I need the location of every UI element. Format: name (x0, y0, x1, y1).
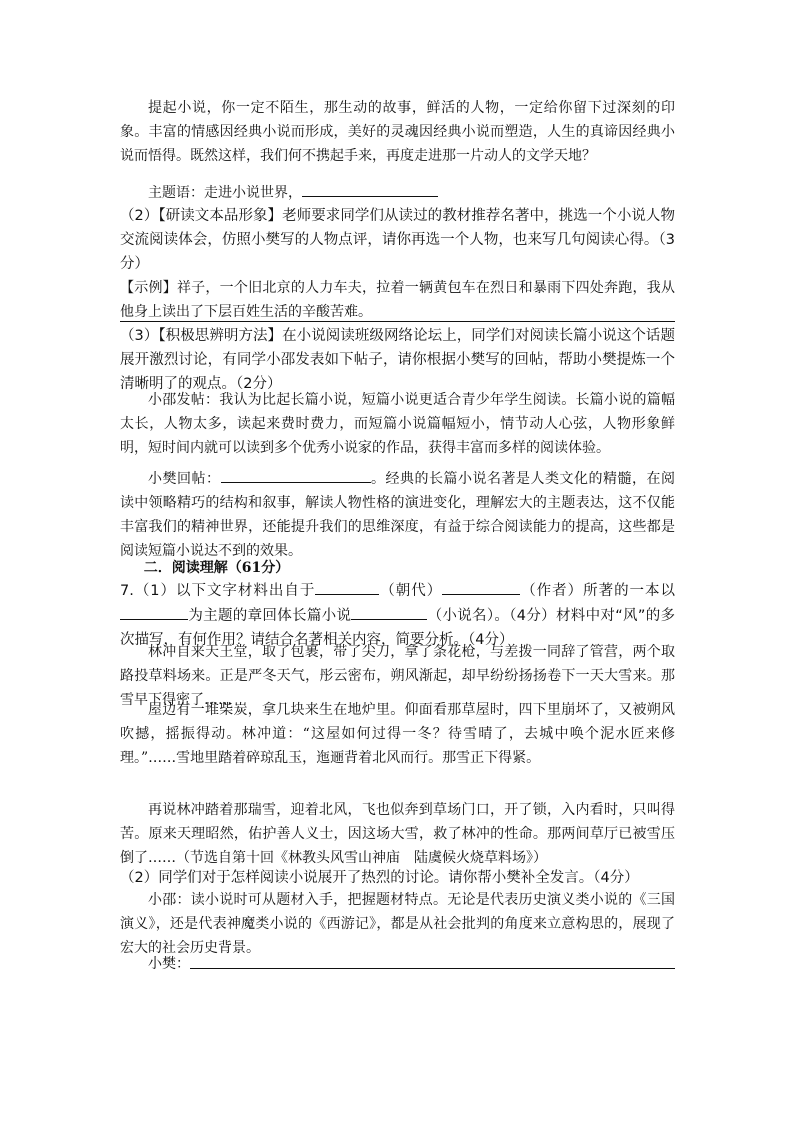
q7-text-a: 7.（1）以下文字材料出自于 (120, 583, 316, 599)
theme-blank[interactable] (120, 603, 188, 620)
xiaofan-reply (120, 466, 675, 563)
xiaofan-speech-line (120, 952, 675, 976)
question-7-2-prompt: （2）同学们对于怎样阅读小说展开了热烈的讨论。请你帮小樊补全发言。（4分） (120, 870, 639, 886)
question-2-example: 【示例】祥子，一个旧北京的人力车夫，拉着一辆黄包车在烈日和暴雨下四处奔跑，我从他身上读出了下层百姓生活的辛酸苦难。 (120, 280, 675, 320)
intro-paragraph: 提起小说，你一定不陌生，那生动的故事，鲜活的人物，一定给你留下过深刻的印象。丰富的情感因经典小说而形成，美好的灵魂因经典小说而塑造，人生的真谛因经典小说而悟得。既然这样，我们何不携起手来，再度走进那一片动人的文学天地？ (120, 100, 675, 164)
author-blank[interactable] (442, 578, 520, 595)
section-2-title: 二．阅读理解（61分） (143, 560, 290, 576)
xiaoshao-speech: 小邵：读小说时可从题材入手，把握题材特点。无论是代表历史演义类小说的《三国演义》，还是代表神魔类小说的《西游记》，都是从社会批判的角度来立意构思的，展现了宏大的社会历史背景。 (120, 892, 675, 956)
question-3-prompt: （3）【积极思辨明方法】在小说阅读班级网络论坛上，同学们对阅读长篇小说这个话题展开激烈讨论，有同学小邵发表如下帖子，请你根据小樊写的回帖，帮助小樊提炼一个清晰明了的观点。（2分） (120, 328, 675, 392)
question-2-answer-line[interactable] (120, 321, 675, 322)
dynasty-blank[interactable] (315, 578, 379, 595)
passage-paragraph-2: 屋边有一堆柴炭，拿几块来生在地炉里。仰面看那草屋时，四下里崩坏了，又被朔风吹撼，摇振得动。林冲道：“这屋如何过得一冬？待雪晴了，去城中唤个泥水匠来修理。”……雪地里踏着碎琼乱玉，迤逦背着北风而行。那雪正下得紧。 (120, 702, 675, 766)
fan-label: 小樊： (148, 956, 190, 972)
q7-text-e: （小说名）。（4分）材料中对“风”的多次描写，有何作用？请结合名著相关内容，简要分析。（4分） (120, 608, 676, 648)
q7-text-b: （朝代） (379, 583, 443, 599)
theme-answer-blank[interactable] (302, 180, 438, 197)
fan-answer-blank[interactable] (190, 952, 675, 969)
xiaoshao-post: 小邵发帖：我认为比起长篇小说，短篇小说更适合青少年学生阅读。长篇小说的篇幅太长，人物太多，读起来费时费力，而短篇小说篇幅短小，情节动人心弦，人物形象鲜明，短时间内就可以读到多个优秀小说家的作品，获得丰富而多样的阅读体验。 (120, 392, 675, 456)
novel-name-blank[interactable] (351, 603, 427, 620)
reply-viewpoint-blank[interactable] (221, 466, 371, 483)
reply-label: 小樊回帖： (148, 471, 221, 487)
passage-paragraph-3: 再说林冲踏着那瑞雪，迎着北风，飞也似奔到草场门口，开了锁，入内看时，只叫得苦。原来天理昭然，佑护善人义士，因这场大雪，救了林冲的性命。那两间草厅已被雪压倒了……（节选自第十回《林教头风雪山神庙 陆虞候火烧草料场》） (120, 802, 675, 866)
question-2-prompt: （2）【研读文本品形象】老师要求同学们从读过的教材推荐名著中，挑选一个小说人物交流阅读体会，仿照小樊写的人物点评，请你再选一个人物，也来写几句阅读心得。（3分） (120, 208, 675, 272)
passage-paragraph-1: 林冲自来天王堂，取了包裹，带了尖刀，拿了条花枪，与差拨一同辞了管营，两个取路投草料场来。正是严冬天气，彤云密布，朔风渐起，却早纷纷扬扬卷下一天大雪来。那雪早下得密了…… (120, 644, 675, 708)
theme-label: 主题语：走进小说世界， (148, 185, 302, 201)
theme-line (120, 180, 675, 205)
q7-text-d: 为主题的章回体长篇小说 (188, 608, 352, 624)
reply-rest: 。经典的长篇小说名著是人类文化的精髓，在阅读中领略精巧的结构和叙事，解读人物性格的演进变化，理解宏大的主题表达，这不仅能丰富我们的精神世界，还能提升我们的思维深度，有益于综合阅读能力的提高，这些都是阅读短篇小说达不到的效果。 (120, 471, 675, 559)
q7-text-c: （作者）所著的一本以 (520, 583, 676, 599)
